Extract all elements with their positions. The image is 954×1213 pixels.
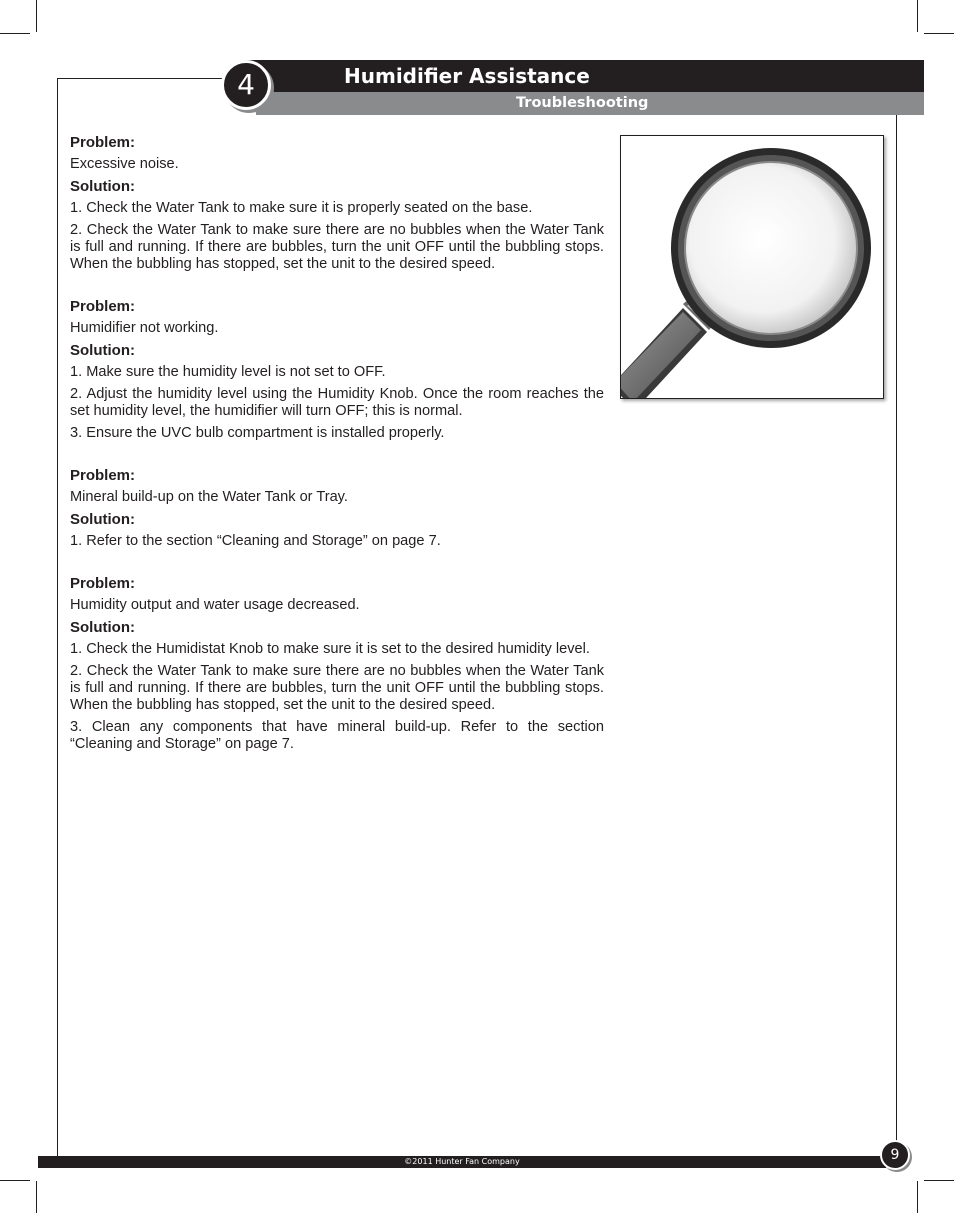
problem-label: Problem:: [70, 134, 136, 151]
crop-mark: [0, 33, 30, 34]
solution-label: Solution:: [70, 511, 135, 528]
crop-mark: [36, 1181, 37, 1213]
solution-step: 2. Check the Water Tank to make sure there are no bubbles when the Water Tank is full and running. If there are bubbles, turn the unit OFF until the bubbling stops. When the bubbling has stopped, set the unit to the desired speed.: [70, 663, 604, 713]
section-number: 4: [237, 68, 255, 101]
problem-text: Mineral build-up on the Water Tank or Tray.: [70, 489, 348, 505]
copyright-text: ©2011 Hunter Fan Company: [404, 1157, 520, 1166]
page-title: Humidifier Assistance: [344, 64, 590, 88]
problem-text: Excessive noise.: [70, 156, 179, 172]
problem-label: Problem:: [70, 467, 136, 484]
crop-mark: [36, 0, 37, 32]
crop-mark: [917, 0, 918, 32]
problem-text: Humidity output and water usage decreased.: [70, 597, 360, 613]
problem-label: Problem:: [70, 298, 136, 315]
problem-text: Humidifier not working.: [70, 320, 219, 336]
problem-label: Problem:: [70, 575, 136, 592]
solution-step: 3. Ensure the UVC bulb compartment is installed properly.: [70, 425, 445, 441]
crop-mark: [924, 1180, 954, 1181]
solution-step: 1. Make sure the humidity level is not set to OFF.: [70, 364, 386, 380]
troubleshooting-item: [70, 134, 604, 273]
crop-mark: [0, 1180, 30, 1181]
solution-step: 1. Refer to the section “Cleaning and Storage” on page 7.: [70, 533, 441, 549]
solution-label: Solution:: [70, 619, 135, 636]
page-number-badge: [880, 1140, 910, 1170]
illustration-frame: [620, 135, 884, 399]
frame-top-line: [57, 78, 227, 79]
page-number: 9: [890, 1147, 900, 1163]
footer-bar: [38, 1156, 886, 1168]
troubleshooting-item: [70, 575, 604, 753]
troubleshooting-item: [70, 298, 604, 442]
solution-label: Solution:: [70, 178, 135, 195]
troubleshooting-item: [70, 467, 604, 550]
solution-label: Solution:: [70, 342, 135, 359]
crop-mark: [917, 1181, 918, 1213]
page-subtitle: Troubleshooting: [516, 95, 649, 111]
solution-step: 1. Check the Water Tank to make sure it is properly seated on the base.: [70, 200, 533, 216]
frame-right-line: [896, 115, 897, 1145]
magnifying-glass-icon: [621, 136, 883, 398]
solution-step: 1. Check the Humidistat Knob to make sure it is set to the desired humidity level.: [70, 641, 590, 657]
solution-step: 2. Adjust the humidity level using the Humidity Knob. Once the room reaches the set humidity level, the humidifier will turn OFF; this is normal.: [70, 386, 604, 419]
crop-mark: [924, 33, 954, 34]
section-number-badge: [221, 60, 271, 110]
solution-step: 3. Clean any components that have mineral build-up. Refer to the section “Cleaning and Storage” on page 7.: [70, 719, 604, 752]
frame-left-line: [57, 78, 58, 1158]
troubleshooting-content: [70, 130, 604, 778]
solution-step: 2. Check the Water Tank to make sure there are no bubbles when the Water Tank is full and running. If there are bubbles, turn the unit OFF until the bubbling stops. When the bubbling has stopped, set the unit to the desired speed.: [70, 222, 604, 272]
